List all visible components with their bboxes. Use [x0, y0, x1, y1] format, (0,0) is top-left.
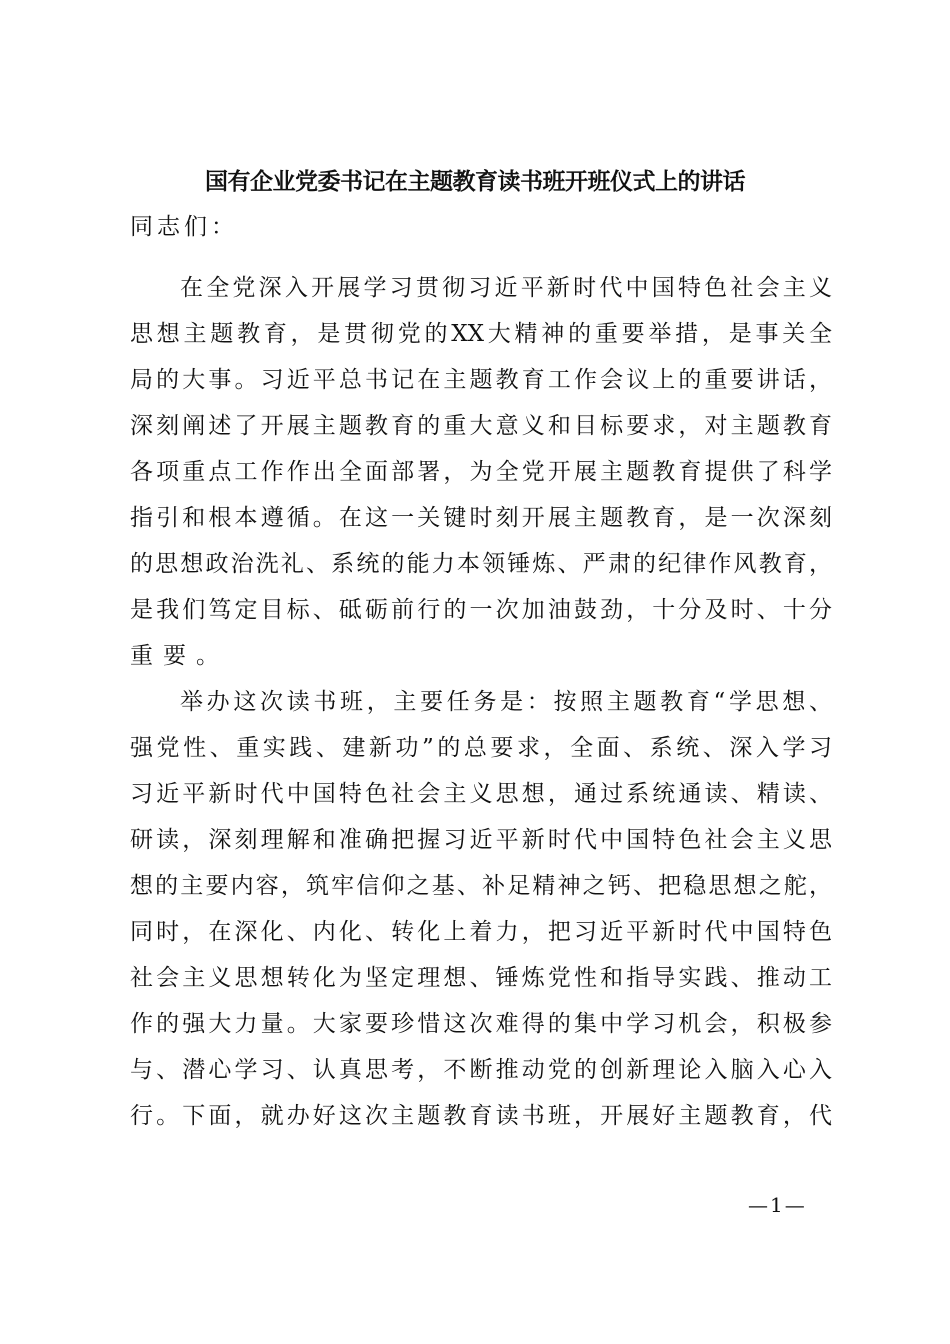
text-line: 举办这次读书班，主要任务是：按照主题教育“学思想、: [180, 689, 832, 715]
text-line: 局的大事。习近平总书记在主题教育工作会议上的重要讲话，: [130, 367, 832, 393]
paragraph-1: [130, 265, 832, 679]
text-line: 行。下面，就办好这次主题教育读书班，开展好主题教育，代: [130, 1103, 832, 1129]
text-line: 在全党深入开展学习贯彻习近平新时代中国特色社会主义: [180, 275, 832, 301]
text-line: 与、潜心学习、认真思考，不断推动党的创新理论入脑入心入: [130, 1057, 832, 1083]
text-line: 深刻阐述了开展主题教育的重大意义和目标要求，对主题教育: [130, 413, 832, 439]
text-line: 指引和根本遵循。在这一关键时刻开展主题教育，是一次深刻: [130, 505, 832, 531]
paragraph-2: [130, 679, 832, 1139]
document-title: 国有企业党委书记在主题教育读书班开班仪式上的讲话: [205, 168, 745, 195]
text-line: 的思想政治洗礼、系统的能力本领锤炼、严肃的纪律作风教育，: [130, 551, 832, 577]
text-line: 习近平新时代中国特色社会主义思想，通过系统通读、精读、: [130, 781, 832, 807]
text-line: 作的强大力量。大家要珍惜这次难得的集中学习机会，积极参: [130, 1011, 832, 1037]
text-line: 同时，在深化、内化、转化上着力，把习近平新时代中国特色: [130, 919, 832, 945]
page-number: —1—: [748, 1193, 807, 1217]
text-line: 社会主义思想转化为坚定理想、锤炼党性和指导实践、推动工: [130, 965, 832, 991]
text-line: 各项重点工作作出全面部署，为全党开展主题教育提供了科学: [130, 459, 832, 485]
text-line: 强党性、重实践、建新功”的总要求，全面、系统、深入学习: [130, 735, 832, 761]
text-line: 思想主题教育，是贯彻党的XX大精神的重要举措，是事关全: [130, 321, 832, 347]
text-line: 重要。: [130, 643, 229, 669]
text-line: 是我们笃定目标、砥砺前行的一次加油鼓劲，十分及时、十分: [130, 597, 832, 623]
greeting: 同志们：: [130, 214, 238, 240]
text-line: 研读，深刻理解和准确把握习近平新时代中国特色社会主义思: [130, 827, 832, 853]
text-line: 想的主要内容，筑牢信仰之基、补足精神之钙、把稳思想之舵，: [130, 873, 832, 899]
